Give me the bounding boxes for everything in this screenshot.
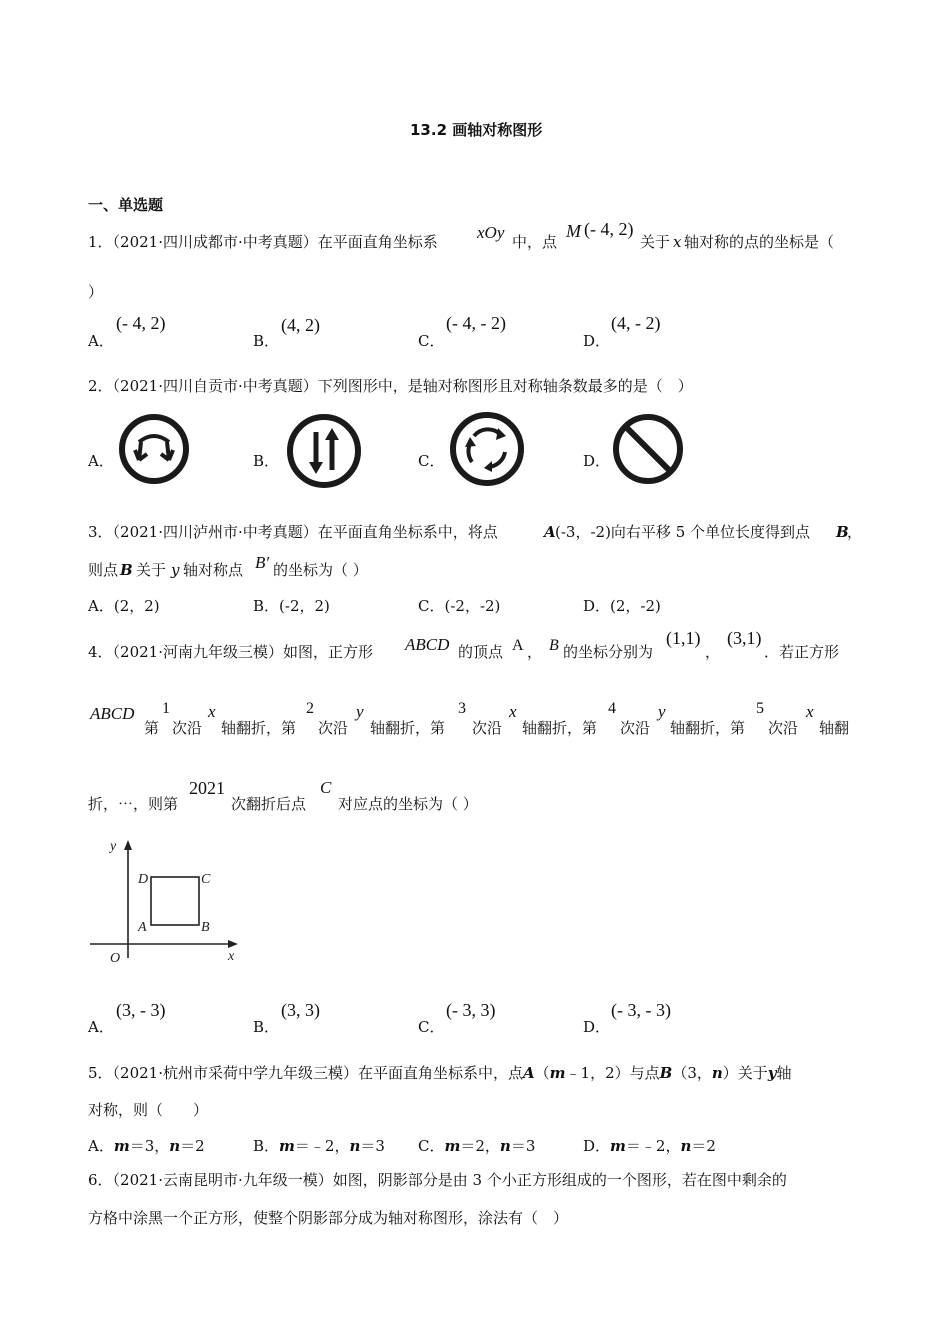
q2-option-a-label[interactable]: A．: [88, 452, 114, 470]
q4-comma: ，: [705, 643, 721, 661]
q4-l2-ciyan-1: 次沿: [172, 719, 203, 737]
fig-label-c: C: [201, 872, 211, 887]
q3-line2-a: 则点: [88, 561, 119, 579]
q2-text: 2．（2021·四川自贡市·中考真题）下列图形中，是轴对称图形且对称轴条数最多的是（ ）: [88, 377, 693, 395]
q4-option-b-label[interactable]: B．: [253, 1018, 280, 1036]
q1-option-a-label[interactable]: A．: [88, 332, 114, 350]
q4-l2-end: 轴翻: [819, 719, 850, 737]
q5-option-a[interactable]: A．m＝3，n＝2: [88, 1137, 205, 1155]
q3-option-b[interactable]: B．(-2，2): [253, 597, 330, 615]
q4-l2-n2: 2: [306, 700, 314, 717]
q5-option-b[interactable]: B．m＝﹣2，n＝3: [253, 1137, 385, 1155]
q4-l2-x-2: x: [509, 702, 517, 721]
q1-option-a-value: (- 4, 2): [116, 313, 166, 333]
q1-option-c-value: (- 4, - 2): [446, 313, 506, 333]
q4-option-a-label[interactable]: A．: [88, 1018, 114, 1036]
q4-text-c: ，: [527, 643, 543, 661]
q1-axis-x: x: [673, 233, 682, 251]
q4-point1-coords: (1,1): [666, 628, 701, 648]
q4-abcd: ABCD: [405, 635, 450, 654]
q3-point-b: B: [836, 523, 849, 541]
q4-option-d-value: (- 3, - 3): [611, 1000, 671, 1020]
q5-line1: 5．（2021·杭州市采荷中学九年级三模）在平面直角坐标系中，点A（m﹣1，2）与点B（3，n）关于y轴: [88, 1064, 792, 1082]
q1-point-m: M: [566, 221, 581, 241]
q4-l3-a: 折，⋯，则第: [88, 795, 179, 813]
q4-text-d: 的坐标分别为: [563, 643, 654, 661]
fig-label-x: x: [228, 949, 235, 964]
q3-point-b-prime: B′: [255, 553, 270, 572]
q1-option-b-label[interactable]: B．: [253, 332, 280, 350]
q4-option-a-value: (3, - 3): [116, 1000, 166, 1020]
q1-option-c-label[interactable]: C．: [418, 332, 445, 350]
q4-point-a: A: [512, 637, 524, 654]
fig-label-y: y: [110, 839, 117, 854]
q4-l2-ciyan-4: 次沿: [620, 719, 651, 737]
q2-option-c-label[interactable]: C．: [418, 452, 445, 470]
roundabout-sign-icon: [448, 410, 526, 488]
q3-option-c[interactable]: C．(-2，-2): [418, 597, 501, 615]
q3-line2-c: 轴对称点: [183, 561, 244, 579]
fig-label-a: A: [138, 920, 147, 935]
q3-line1-a: 3．（2021·四川泸州市·中考真题）在平面直角坐标系中，将点: [88, 523, 498, 541]
q4-option-c-value: (- 3, 3): [446, 1000, 496, 1020]
q4-l2-ciyan-3: 次沿: [472, 719, 503, 737]
q3-option-a[interactable]: A．(2，2): [88, 597, 160, 615]
q4-l3-b: 次翻折后点: [231, 795, 307, 813]
q5-option-c[interactable]: C．m＝2，n＝3: [418, 1137, 536, 1155]
q3-point-b2: B: [120, 561, 133, 579]
q6-line2: 方格中涂黑一个正方形，使整个阴影部分成为轴对称图形，涂法有（ ）: [88, 1209, 569, 1227]
q4-l2-n5: 5: [756, 700, 764, 717]
page-title: 13.2 画轴对称图形: [410, 121, 543, 139]
q3-axis-y: y: [171, 561, 180, 579]
q4-l3-c: 对应点的坐标为（ ）: [338, 795, 478, 813]
q1-text-a: 1．（2021·四川成都市·中考真题）在平面直角坐标系: [88, 233, 438, 251]
q4-l2-fz-1: 轴翻折，第: [221, 719, 297, 737]
q4-l2-x-1: x: [208, 702, 216, 721]
q4-l2-n4: 4: [608, 700, 616, 717]
q3-line2-b: 关于: [136, 561, 167, 579]
q4-coordinate-figure: [88, 836, 243, 966]
q3-line2-d: 的坐标为（ ）: [273, 561, 368, 579]
q4-l3-n2021: 2021: [189, 778, 225, 798]
q4-l2-abcd: ABCD: [90, 704, 135, 723]
q6-line1: 6．（2021·云南昆明市·九年级一模）如图，阴影部分是由 3 个小正方形组成的一个图形，若在图中剩余的: [88, 1171, 787, 1189]
q4-l2-fz-4: 轴翻折，第: [670, 719, 746, 737]
q3-point-a: A: [544, 523, 556, 541]
q1-system: xOy: [477, 223, 505, 242]
q2-option-d-label[interactable]: D．: [583, 452, 611, 470]
q1-option-d-value: (4, - 2): [611, 313, 661, 333]
fig-label-d: D: [138, 872, 149, 887]
q5-option-d[interactable]: D．m＝﹣2，n＝2: [583, 1137, 716, 1155]
q4-option-c-label[interactable]: C．: [418, 1018, 445, 1036]
q1-text-c: 关于: [640, 233, 671, 251]
q4-l2-fz-3: 轴翻折，第: [522, 719, 598, 737]
q1-text-e: ）: [88, 283, 104, 301]
q4-text-b: 的顶点: [458, 643, 504, 661]
q4-option-d-label[interactable]: D．: [583, 1018, 611, 1036]
q4-l2-x-3: x: [806, 702, 814, 721]
q4-l2-y-1: y: [356, 702, 364, 721]
section-heading: 一、单选题: [88, 196, 164, 214]
q4-l2-y-2: y: [658, 702, 666, 721]
q1-text-d: 轴对称的点的坐标是（: [684, 233, 835, 251]
two-way-arrows-sign-icon: [117, 412, 191, 486]
q1-option-b-value: (4, 2): [281, 315, 320, 335]
q5-line2: 对称，则（ ）: [88, 1101, 209, 1119]
fig-label-o: O: [110, 951, 121, 966]
q3-option-d[interactable]: D．(2，-2): [583, 597, 661, 615]
q1-option-d-label[interactable]: D．: [583, 332, 611, 350]
q4-text-a: 4．（2021·河南九年级三模）如图，正方形: [88, 643, 373, 661]
q4-option-b-value: (3, 3): [281, 1000, 320, 1020]
q4-point2-coords: (3,1): [727, 628, 762, 648]
q3-line1-c: ，: [847, 523, 863, 541]
q2-option-b-label[interactable]: B．: [253, 452, 280, 470]
q4-point-b: B: [549, 637, 559, 654]
q4-l2-ciyan-2: 次沿: [318, 719, 349, 737]
q4-l2-fz-2: 轴翻折，第: [370, 719, 446, 737]
q1-point-m-coords: (- 4, 2): [584, 219, 634, 239]
q4-l2-n3: 3: [458, 700, 466, 717]
up-down-arrows-sign-icon: [285, 412, 363, 490]
q4-l2-ciyan-5: 次沿: [768, 719, 799, 737]
q4-l2-n1: 1: [162, 700, 170, 717]
no-entry-sign-icon: [611, 412, 685, 486]
fig-label-b: B: [201, 920, 210, 935]
q4-text-e: ．若正方形: [764, 643, 840, 661]
q1-text-b: 中，点: [512, 233, 558, 251]
q4-l2-di-1: 第: [144, 719, 160, 737]
q3-line1-b: (-3，-2)向右平移 5 个单位长度得到点: [555, 523, 811, 541]
q4-l3-c-point: C: [320, 778, 332, 797]
